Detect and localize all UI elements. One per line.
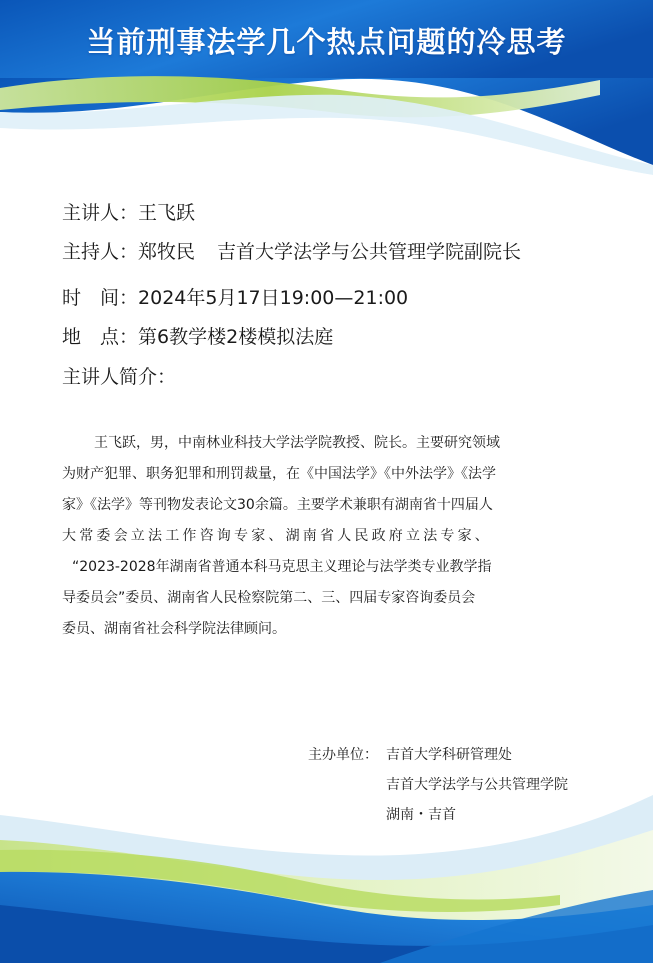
speaker-bio — [62, 428, 587, 645]
time-line — [62, 283, 408, 310]
venue-line — [62, 322, 333, 349]
bio-line: 委员、湖南省社会科学院法律顾问。 — [62, 621, 286, 637]
host-label: 主持人： — [62, 241, 139, 263]
host-name: 郑牧民 — [138, 241, 196, 263]
organizer-label: 主办单位： — [308, 747, 378, 763]
host-position: 吉首大学法学与公共管理学院副院长 — [217, 241, 522, 263]
time-value: 2024年5月17日19:00—21:00 — [138, 287, 409, 309]
speaker-label: 主讲人： — [62, 202, 139, 224]
bio-line: “2023-2028年湖南省普通本科马克思主义理论与法学类专业教学指 — [72, 559, 492, 575]
venue-value: 第6教学楼2楼模拟法庭 — [138, 326, 334, 348]
bio-line: 王飞跃，男，中南林业科技大学法学院教授、院长。主要研究领域 — [94, 435, 500, 451]
bio-line: 导委员会”委员、湖南省人民检察院第二、三、四届专家咨询委员会 — [62, 590, 476, 606]
organizer-location: 湖南・吉首 — [386, 807, 456, 823]
bio-heading: 主讲人简介： — [62, 366, 177, 388]
venue-label: 地 点： — [62, 326, 139, 348]
bio-line: 大常委会立法工作咨询专家、湖南省人民政府立法专家、 — [62, 528, 492, 544]
page-title: 当前刑事法学几个热点问题的冷思考 — [86, 25, 567, 59]
organizer-unit: 吉首大学科研管理处 — [386, 747, 512, 763]
speaker-line — [62, 198, 195, 225]
bio-line: 家》《法学》等刊物发表论文30余篇。主要学术兼职有湖南省十四届人 — [62, 497, 493, 513]
speaker-name: 王飞跃 — [138, 202, 196, 224]
host-line — [62, 237, 521, 264]
time-label: 时 间： — [62, 287, 139, 309]
organizer-unit: 吉首大学法学与公共管理学院 — [386, 777, 568, 793]
bio-line: 为财产犯罪、职务犯罪和刑罚裁量，在《中国法学》《中外法学》《法学 — [62, 466, 496, 482]
